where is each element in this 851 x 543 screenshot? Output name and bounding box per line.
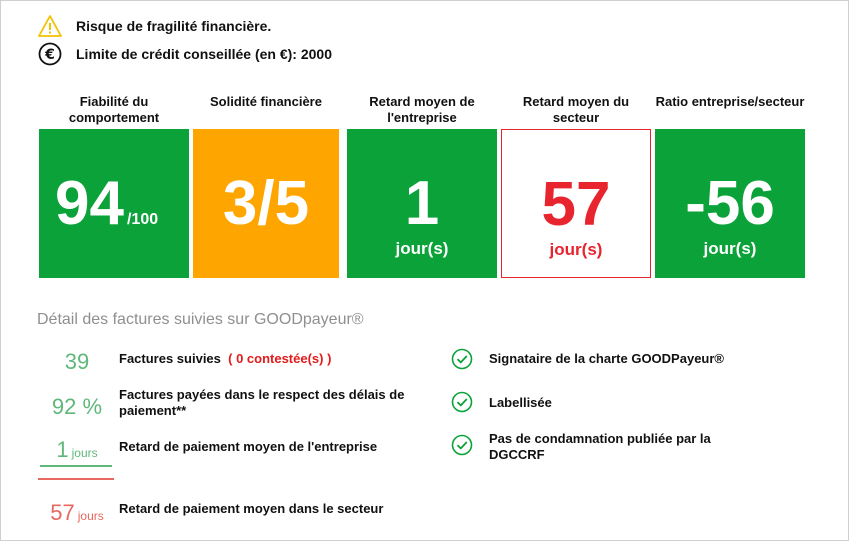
check-charter	[451, 348, 729, 370]
risk-alert	[38, 14, 271, 38]
check-circle-icon	[451, 434, 473, 456]
check-labelled	[451, 391, 729, 413]
company-payment-delay-label: Retard de paiement moyen de l'entreprise	[119, 439, 378, 454]
warning-icon	[38, 14, 62, 38]
risk-text: Risque de fragilité financière.	[76, 18, 272, 34]
solidity-tile	[193, 129, 339, 278]
labelled-label: Labellisée	[489, 395, 552, 410]
invoices-tracked-value: 39	[64, 349, 90, 374]
metric-header-ratio: Ratio entreprise/secteur	[655, 94, 805, 109]
sector-delay-overline	[38, 478, 114, 480]
sector-payment-delay-label: Retard de paiement moyen dans le secteur	[119, 501, 384, 516]
company-payment-delay-value: 1 jours	[56, 437, 98, 462]
sector-payment-delay-value: 57 jours	[50, 500, 104, 525]
invoices-tracked-label: Factures suivies ( 0 contestée(s) )	[119, 351, 332, 366]
no-condemnation-label: Pas de condamnation publiée par la DGCCRF	[489, 431, 711, 462]
sector-delay-unit: jour(s)	[549, 240, 603, 259]
svg-text:€: €	[45, 47, 55, 63]
check-circle-icon	[451, 391, 473, 413]
sector-delay-value: 57	[541, 170, 611, 239]
check-no-condemnation	[451, 431, 719, 463]
ratio-tile	[655, 129, 805, 278]
ratio-value: -56	[685, 169, 775, 238]
metric-header-sector-delay: Retard moyen du secteur	[522, 94, 630, 125]
reliability-unit: /100	[126, 211, 159, 228]
credit-limit-text: Limite de crédit conseillée (en €): 2000	[76, 46, 332, 62]
company-delay-underline	[40, 465, 112, 467]
on-time-payment-label: Factures payées dans le respect des délais de paiement**	[119, 387, 405, 418]
solidity-value: 3/5	[222, 169, 310, 238]
credit-limit-alert	[38, 42, 332, 66]
metric-header-solidity: Solidité financière	[210, 94, 322, 109]
contested-count: ( 0 contestée(s) )	[228, 351, 332, 366]
company-delay-value: 1	[404, 169, 440, 238]
reliability-value: 94	[55, 169, 124, 238]
reliability-tile	[39, 129, 189, 278]
charter-label: Signataire de la charte GOODPayeur®	[489, 351, 724, 366]
company-delay-tile	[347, 129, 497, 278]
euro-icon	[38, 42, 62, 66]
on-time-payment-value: 92 %	[51, 394, 103, 419]
detail-section-title: Détail des factures suivies sur GOODpayeur®	[37, 311, 364, 328]
metric-header-company-delay: Retard moyen de l'entreprise	[369, 94, 475, 125]
company-delay-unit: jour(s)	[395, 239, 449, 258]
sector-delay-tile	[501, 129, 651, 278]
metric-header-reliability: Fiabilité du comportement	[68, 94, 160, 125]
check-circle-icon	[451, 348, 473, 370]
ratio-unit: jour(s)	[703, 239, 757, 258]
